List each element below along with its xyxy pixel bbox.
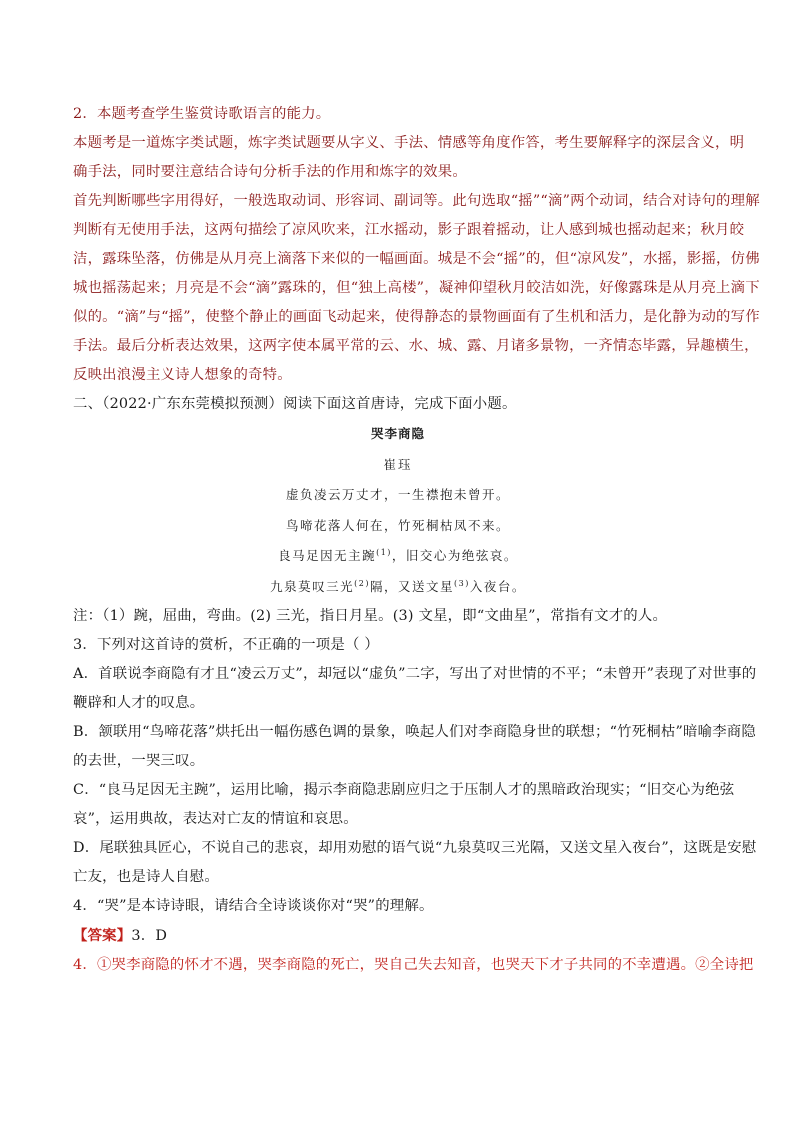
poem-text: 隔，又送文星 <box>369 578 454 594</box>
poem-text: 九泉莫叹三光 <box>270 578 355 594</box>
poem-line: 鸟啼花落人何在，竹死桐枯凤不来。 <box>285 517 510 533</box>
section-heading: 二、（2022·广东东莞模拟预测）阅读下面这首唐诗，完成下面小题。 <box>73 396 517 412</box>
question-3 <box>73 631 757 892</box>
poem-text: ，旧交心为绝弦哀。 <box>391 548 518 563</box>
poem-line <box>73 572 723 603</box>
option-line: D．尾联独具匠心，不说自己的悲哀，却用劝慰的语气说“九泉莫叹三光隔，又送文星入夜台”，这既是安慰 <box>73 840 757 856</box>
option-line: B．颔联用“鸟啼花落”烘托出一幅伤感色调的景象，唤起人们对李商隐身世的联想；“竹死桐枯”暗喻李商隐 <box>73 724 756 740</box>
poem-text: 入夜台。 <box>469 578 526 594</box>
option-line: 鞭辟和人才的叹息。 <box>73 695 205 711</box>
analysis-line: 确手法，同时要注意结合诗句分析手法的作用和炼字的效果。 <box>73 164 467 180</box>
answer-line <box>73 921 723 951</box>
footnote-marker: (2) <box>354 578 370 588</box>
poem-line <box>73 541 723 572</box>
answer-4-line: 4．①哭李商隐的怀才不遇，哭李商隐的死亡，哭自己失去知音，也哭天下才子共同的不幸遭遇。②全诗把 <box>73 957 754 973</box>
option-line: 哀”，运用典故，表达对亡友的情谊和哀思。 <box>73 811 358 827</box>
answer-tag: 【答案】 <box>73 927 132 944</box>
analysis-line: 手法。最后分析表达效果，这两字使本属平常的云、水、城、露、月诸多景物，一齐情态毕露，异趣横生， <box>73 338 759 354</box>
question-4-stem: 4．“哭”是本诗诗眼，请结合全诗谈谈你对“哭”的理解。 <box>73 898 434 914</box>
poem <box>73 419 723 602</box>
poem-notes: 注：（1）踠，屈曲，弯曲。(2) 三光，指日月星。(3) 文星，即“文曲星”，常指有文才的人。 <box>73 608 668 624</box>
option-line: A．首联说李商隐有才且“凌云万丈”，却冠以“虚负”二字，写出了对世情的不平；“未曾开”表现了对世事的 <box>73 666 757 682</box>
option-line: 亡友，也是诗人自慰。 <box>73 869 219 885</box>
analysis-line: 城也摇荡起来；月亮是不会“滴”露珠的，但“独上高楼”，凝神仰望秋月皎洁如洗，好像露珠是从月亮上滴下 <box>73 280 760 296</box>
analysis-line: 首先判断哪些字用得好，一般选取动词、形容词、副词等。此句选取“摇”“滴”两个动词，结合对诗句的理解 <box>73 193 760 209</box>
answer-text: 3．D <box>131 928 168 944</box>
analysis-line: 洁，露珠坠落，仿佛是从月亮上滴落下来似的一幅画面。城是不会“摇”的，但“凉风发”，水摇，影摇，仿佛 <box>73 251 760 267</box>
option-line: 的去世，一哭三叹。 <box>73 753 205 769</box>
poem-title: 哭李商隐 <box>370 426 425 441</box>
poem-line: 虚负凌云万丈才，一生襟抱未曾开。 <box>285 487 510 502</box>
document-content <box>73 100 760 980</box>
footnote-marker: (3) <box>454 578 470 588</box>
analysis-line: 似的。“滴”与“摇”，使整个静止的画面飞动起来，使得静态的景物画面有了生机和活力，是化静为动的写作 <box>73 309 760 325</box>
footnote-marker: (1) <box>376 547 392 557</box>
analysis-line: 判断有无使用手法，这两句描绘了凉风吹来，江水摇动，影子跟着摇动，让人感到城也摇动起来；秋月皎 <box>73 222 745 238</box>
analysis-section <box>73 100 760 390</box>
analysis-line: 2．本题考查学生鉴赏诗歌语言的能力。 <box>73 106 331 122</box>
poem-author: 崔珏 <box>383 456 413 472</box>
analysis-line: 反映出浪漫主义诗人想象的奇特。 <box>73 367 292 383</box>
analysis-line: 本题考是一道炼字类试题，炼字类试题要从字义、手法、情感等角度作答，考生要解释字的深层含义，明 <box>73 135 745 151</box>
poem-text: 良马足因无主踠 <box>278 548 377 563</box>
question-stem: 3．下列对这首诗的赏析，不正确的一项是（ ） <box>73 637 379 653</box>
option-line: C．“良马足因无主踠”，运用比喻，揭示李商隐悲剧应归之于压制人才的黑暗政治现实；“旧交心为绝弦 <box>73 782 735 798</box>
